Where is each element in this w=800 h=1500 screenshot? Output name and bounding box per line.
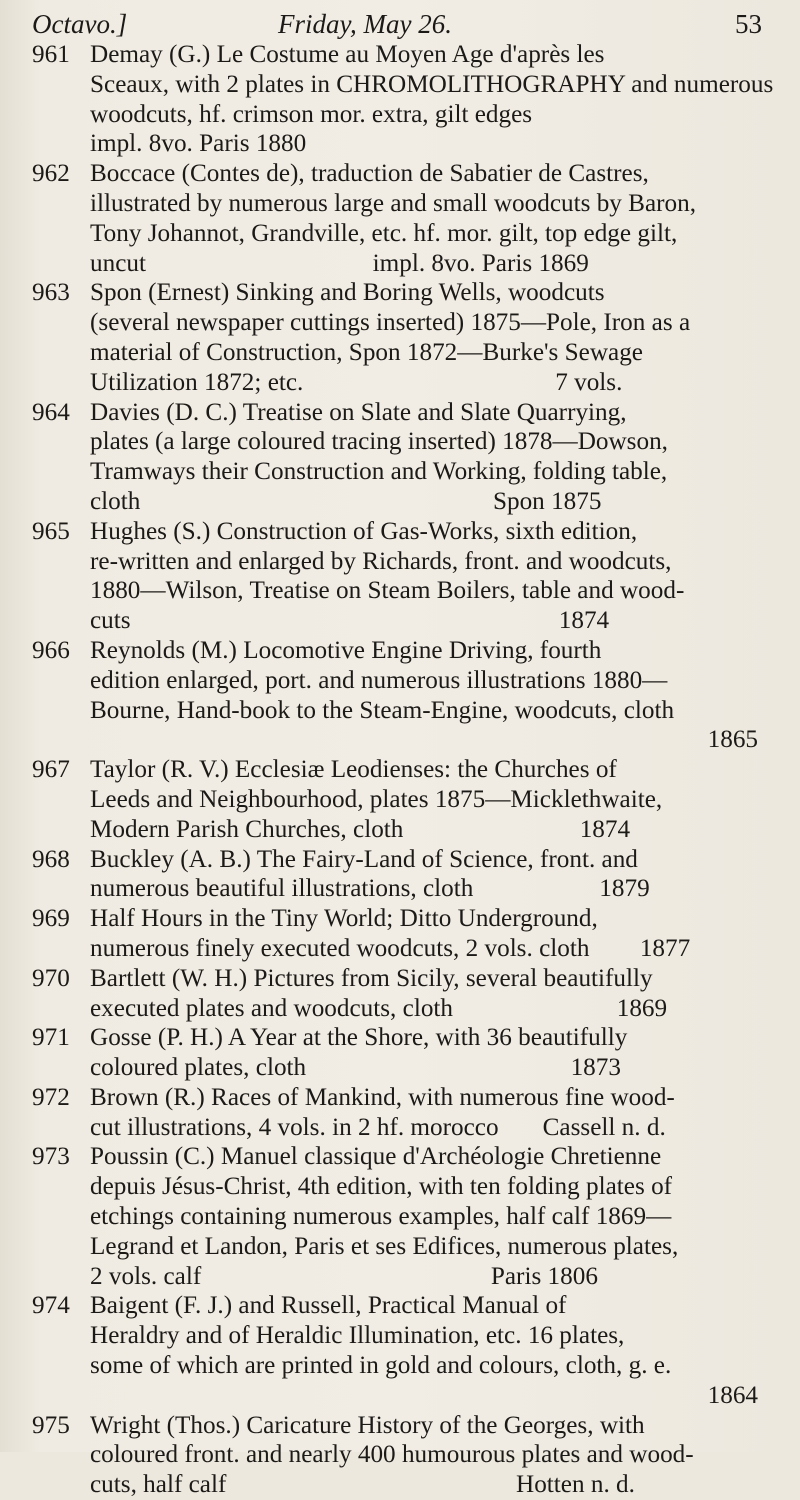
lot-text: cuts 1874	[90, 607, 610, 635]
lot-text: 1864	[707, 1381, 758, 1409]
lot-line	[32, 159, 770, 189]
lot-line	[32, 1381, 770, 1411]
lot-text: cut illustrations, 4 vols. in 2 hf. morocco Cassell n. d.	[90, 1113, 666, 1141]
page-number: 53	[735, 9, 762, 39]
lot-number: 969	[32, 905, 70, 933]
lot-line	[32, 100, 770, 130]
lot-entry	[32, 1083, 770, 1143]
lot-text: Tramways their Construction and Working, folding table,	[90, 458, 668, 486]
lot-line	[32, 964, 770, 994]
lot-number: 963	[32, 279, 70, 307]
lot-entry	[32, 845, 770, 905]
lot-text: Poussin (C.) Manuel classique d'Archéologie Chretienne	[90, 1143, 662, 1171]
lot-list	[32, 40, 774, 1500]
lot-line	[32, 40, 770, 70]
lot-line	[32, 994, 770, 1024]
lot-line	[32, 874, 770, 904]
lot-line	[32, 1113, 770, 1143]
lot-text: re-written and enlarged by Richards, front. and woodcuts,	[90, 547, 672, 575]
lot-entry	[32, 1291, 770, 1410]
lot-line	[32, 547, 770, 577]
lot-text: uncut impl. 8vo. Paris 1869	[90, 249, 589, 277]
lot-text: woodcuts, hf. crimson mor. extra, gilt edges	[90, 100, 533, 128]
lot-text: coloured front. and nearly 400 humourous plates and wood-	[90, 1441, 694, 1469]
lot-line	[32, 696, 770, 726]
lot-entry	[32, 517, 770, 636]
lot-text: numerous finely executed woodcuts, 2 vols. cloth 1877	[90, 934, 691, 962]
lot-line	[32, 606, 770, 636]
lot-text: Reynolds (M.) Locomotive Engine Driving, fourth	[90, 636, 602, 664]
lot-line	[32, 666, 770, 696]
lot-line	[32, 1470, 770, 1500]
lot-entry	[32, 636, 770, 755]
lot-line	[32, 517, 770, 547]
lot-number: 974	[32, 1292, 70, 1320]
lot-line	[32, 368, 770, 398]
lot-number: 964	[32, 398, 70, 426]
lot-line	[32, 249, 770, 279]
lot-entry	[32, 40, 774, 159]
lot-line	[32, 815, 770, 845]
lot-text: plates (a large coloured tracing inserted) 1878—Dowson,	[90, 428, 668, 456]
lot-number: 962	[32, 160, 70, 188]
lot-text: Tony Johannot, Grandville, etc. hf. mor. gilt, top edge gilt,	[90, 219, 678, 247]
lot-text: Buckley (A. B.) The Fairy-Land of Science, front. and	[90, 845, 638, 873]
lot-text: 1880—Wilson, Treatise on Steam Boilers, table and wood-	[90, 577, 685, 605]
lot-text: Boccace (Contes de), traduction de Sabatier de Castres,	[90, 160, 649, 188]
lot-text: executed plates and woodcuts, cloth 1869	[90, 994, 668, 1022]
lot-line	[32, 1053, 770, 1083]
lot-text: Spon (Ernest) Sinking and Boring Wells, woodcuts	[90, 279, 605, 307]
lot-entry	[32, 1023, 770, 1083]
lot-text: 2 vols. calf Paris 1806	[90, 1262, 598, 1290]
lot-line	[32, 755, 770, 785]
lot-line	[32, 70, 774, 100]
lot-number: 965	[32, 517, 70, 545]
lot-number: 961	[32, 41, 70, 68]
lot-text: Legrand et Landon, Paris et ses Edifices, numerous plates,	[90, 1232, 679, 1260]
lot-text: Demay (G.) Le Costume au Moyen Age d'après les	[90, 41, 605, 68]
lot-entry	[32, 1142, 770, 1291]
lot-text: Leeds and Neighbourhood, plates 1875—Micklethwaite,	[90, 785, 663, 813]
lot-line	[32, 934, 770, 964]
lot-text: Bartlett (W. H.) Pictures from Sicily, several beautifully	[90, 964, 653, 992]
lot-text: numerous beautiful illustrations, cloth 1879	[90, 875, 650, 903]
lot-line	[32, 1142, 770, 1172]
lot-line	[32, 1202, 770, 1232]
lot-text: depuis Jésus-Christ, 4th edition, with ten folding plates of	[90, 1173, 673, 1201]
lot-line	[32, 1083, 770, 1113]
lot-line	[32, 338, 770, 368]
lot-text: cloth Spon 1875	[90, 487, 602, 515]
lot-number: 966	[32, 636, 70, 664]
lot-text: Taylor (R. V.) Ecclesiæ Leodienses: the Churches of	[90, 756, 617, 784]
lot-line	[32, 308, 770, 338]
lot-number: 973	[32, 1143, 70, 1171]
lot-text: coloured plates, cloth 1873	[90, 1054, 621, 1082]
lot-text: Utilization 1872; etc. 7 vols.	[90, 368, 623, 396]
lot-text: impl. 8vo. Paris 1880	[90, 130, 307, 158]
lot-line	[32, 1232, 770, 1262]
lot-line	[32, 725, 770, 755]
lot-line	[32, 219, 770, 249]
lot-text: Brown (R.) Races of Mankind, with numerous fine wood-	[90, 1083, 675, 1111]
lot-text: edition enlarged, port. and numerous illustrations 1880—	[90, 666, 668, 694]
lot-line	[32, 457, 770, 487]
lot-text: Hughes (S.) Construction of Gas-Works, sixth edition,	[90, 517, 638, 545]
sale-date: Friday, May 26.	[278, 9, 452, 39]
lot-line	[32, 785, 770, 815]
lot-text: Bourne, Hand-book to the Steam-Engine, woodcuts, cloth	[90, 696, 675, 724]
lot-line	[32, 278, 770, 308]
lot-number: 971	[32, 1024, 70, 1052]
lot-text: Modern Parish Churches, cloth 1874	[90, 815, 631, 843]
lot-text: (several newspaper cuttings inserted) 1875—Pole, Iron as a	[90, 309, 691, 337]
lot-line	[32, 904, 770, 934]
lot-entry	[32, 278, 770, 397]
lot-text: Heraldry and of Heraldic Illumination, etc. 16 plates,	[90, 1322, 625, 1350]
lot-text: Davies (D. C.) Treatise on Slate and Slate Quarrying,	[90, 398, 627, 426]
lot-line	[32, 398, 770, 428]
lot-line	[32, 576, 770, 606]
lot-text: Sceaux, with 2 plates in CHROMOLITHOGRAPHY and numerous	[90, 70, 774, 98]
lot-number: 968	[32, 845, 70, 873]
lot-line	[32, 636, 770, 666]
lot-text: etchings containing numerous examples, half calf 1869—	[90, 1203, 672, 1231]
lot-text: Baigent (F. J.) and Russell, Practical Manual of	[90, 1292, 567, 1320]
lot-text: illustrated by numerous large and small woodcuts by Baron,	[90, 189, 697, 217]
lot-line	[32, 129, 770, 159]
lot-number: 967	[32, 756, 70, 784]
lot-line	[32, 1321, 770, 1351]
lot-number: 975	[32, 1411, 70, 1439]
lot-line	[32, 1291, 770, 1321]
lot-line	[32, 189, 770, 219]
lot-line	[32, 1411, 770, 1441]
lot-line	[32, 1262, 770, 1292]
lot-text: Wright (Thos.) Caricature History of the Georges, with	[90, 1411, 645, 1439]
lot-line	[32, 487, 770, 517]
lot-text: cuts, half calf Hotten n. d.	[90, 1471, 635, 1499]
lot-line	[32, 845, 770, 875]
lot-line	[32, 1172, 770, 1202]
lot-line	[32, 1351, 770, 1381]
lot-number: 970	[32, 964, 70, 992]
lot-entry	[32, 398, 770, 517]
lot-line	[32, 1440, 770, 1470]
lot-number: 972	[32, 1083, 70, 1111]
lot-text: 1865	[707, 726, 758, 754]
lot-line	[32, 427, 770, 457]
lot-entry	[32, 1411, 770, 1500]
page-header	[32, 6, 762, 42]
lot-text: some of which are printed in gold and colours, cloth, g. e.	[90, 1352, 672, 1380]
lot-entry	[32, 159, 770, 278]
lot-entry	[32, 904, 770, 964]
section-label: Octavo.]	[32, 9, 128, 39]
lot-entry	[32, 755, 770, 844]
lot-text: material of Construction, Spon 1872—Burke's Sewage	[90, 338, 643, 366]
lot-text: Half Hours in the Tiny World; Ditto Underground,	[90, 905, 598, 933]
lot-text: Gosse (P. H.) A Year at the Shore, with 36 beautifully	[90, 1024, 628, 1052]
lot-entry	[32, 964, 770, 1024]
lot-line	[32, 1023, 770, 1053]
